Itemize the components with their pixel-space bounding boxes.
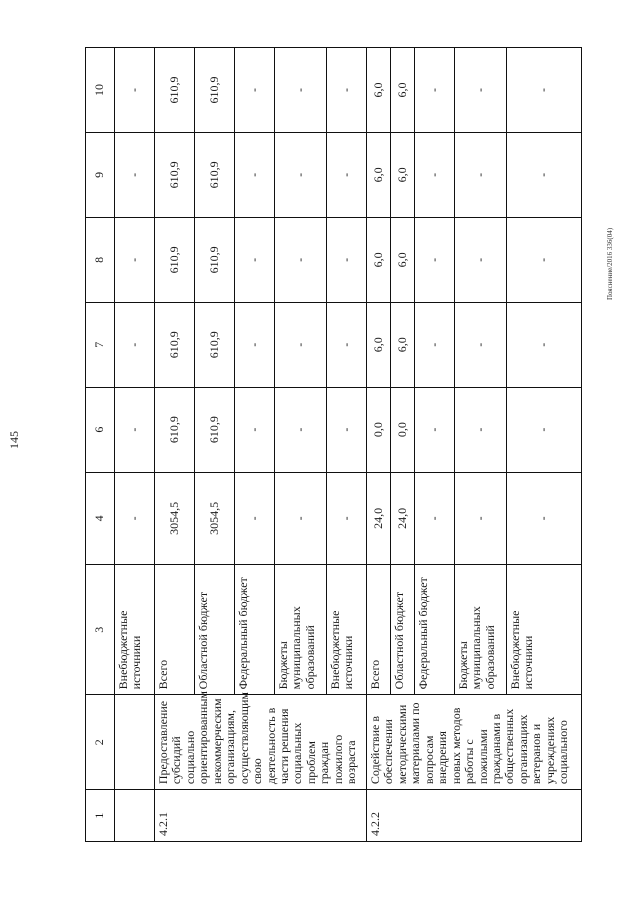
budget-table (85, 47, 582, 842)
page-number: 145 (7, 431, 21, 449)
value-cell: 610,9 (195, 387, 235, 472)
value-cell: 6,0 (391, 48, 415, 133)
header-cell: 10 (86, 48, 115, 133)
header-cell: 1 (86, 790, 115, 842)
table-cell (115, 790, 155, 842)
value-cell: - (507, 472, 582, 565)
value-cell: - (235, 48, 275, 133)
value-cell: - (327, 217, 367, 302)
value-cell: - (507, 132, 582, 217)
header-cell: 2 (86, 695, 115, 790)
table-row (115, 48, 155, 842)
header-cell: 9 (86, 132, 115, 217)
value-cell: 6,0 (367, 217, 391, 302)
header-cell: 7 (86, 302, 115, 387)
source-cell: Федеральный бюджет (415, 565, 455, 695)
source-cell: Областной бюджет (391, 565, 415, 695)
value-cell: - (507, 302, 582, 387)
value-cell: - (275, 217, 327, 302)
value-cell: - (275, 132, 327, 217)
value-cell: - (415, 217, 455, 302)
value-cell: - (455, 302, 507, 387)
value-cell: - (327, 472, 367, 565)
source-cell: Бюджеты муниципальных образований (455, 565, 507, 695)
source-cell: Федеральный бюджет (235, 565, 275, 695)
table-row (155, 48, 195, 842)
header-cell: 3 (86, 565, 115, 695)
table-row (367, 48, 391, 842)
value-cell: 610,9 (155, 217, 195, 302)
value-cell: - (507, 48, 582, 133)
value-cell: 610,9 (195, 302, 235, 387)
source-cell: Всего (367, 565, 391, 695)
item-description: Предоставление субсидий социально ориентированным некоммерческим организациям, осуществляющим свою деятельность в части решения социальных проблем граждан пожилого возраста (155, 695, 367, 790)
value-cell: - (235, 217, 275, 302)
value-cell: - (115, 132, 155, 217)
value-cell: 610,9 (155, 48, 195, 133)
value-cell: - (327, 387, 367, 472)
value-cell: - (507, 217, 582, 302)
value-cell: - (415, 387, 455, 472)
value-cell: - (415, 132, 455, 217)
table-cell (115, 695, 155, 790)
header-row (86, 48, 115, 842)
source-cell: Бюджеты муниципальных образований (275, 565, 327, 695)
item-number: 4.2.2 (367, 790, 582, 842)
value-cell: 610,9 (195, 48, 235, 133)
value-cell: - (275, 387, 327, 472)
value-cell: - (507, 387, 582, 472)
value-cell: 0,0 (391, 387, 415, 472)
value-cell: 610,9 (195, 217, 235, 302)
value-cell: - (327, 302, 367, 387)
source-cell: Всего (155, 565, 195, 695)
value-cell: - (235, 302, 275, 387)
value-cell: - (235, 387, 275, 472)
value-cell: 610,9 (195, 132, 235, 217)
value-cell: 610,9 (155, 132, 195, 217)
value-cell: - (235, 132, 275, 217)
value-cell: - (115, 48, 155, 133)
value-cell: 24,0 (391, 472, 415, 565)
value-cell: - (455, 132, 507, 217)
value-cell: - (455, 48, 507, 133)
value-cell: - (415, 48, 455, 133)
value-cell: 3054,5 (155, 472, 195, 565)
value-cell: - (115, 387, 155, 472)
source-cell: Областной бюджет (195, 565, 235, 695)
value-cell: - (275, 302, 327, 387)
value-cell: 6,0 (367, 132, 391, 217)
value-cell: - (115, 302, 155, 387)
source-cell: Внебюджетные источники (327, 565, 367, 695)
value-cell: - (275, 48, 327, 133)
source-cell: Внебюджетные источники (507, 565, 582, 695)
item-number: 4.2.1 (155, 790, 367, 842)
value-cell: 24,0 (367, 472, 391, 565)
value-cell: 3054,5 (195, 472, 235, 565)
value-cell: - (455, 472, 507, 565)
value-cell: 6,0 (391, 302, 415, 387)
value-cell: - (327, 132, 367, 217)
value-cell: - (455, 217, 507, 302)
value-cell: 6,0 (391, 217, 415, 302)
value-cell: - (415, 472, 455, 565)
rotated-table-container (85, 47, 582, 842)
source-cell: Внебюджетные источники (115, 565, 155, 695)
document-code: Пояснение/2016 336(04) (606, 227, 614, 300)
value-cell: - (115, 472, 155, 565)
value-cell: 6,0 (367, 302, 391, 387)
value-cell: 6,0 (367, 48, 391, 133)
value-cell: - (415, 302, 455, 387)
value-cell: 6,0 (391, 132, 415, 217)
header-cell: 4 (86, 472, 115, 565)
header-cell: 6 (86, 387, 115, 472)
item-description: Содействие в обеспечении методическими материалами по вопросам внедрения новых методов работы с пожилыми гражданами в общественных организациях ветеранов и учреждениях социального (367, 695, 582, 790)
value-cell: - (115, 217, 155, 302)
value-cell: - (235, 472, 275, 565)
value-cell: 610,9 (155, 302, 195, 387)
value-cell: 610,9 (155, 387, 195, 472)
value-cell: - (455, 387, 507, 472)
header-cell: 8 (86, 217, 115, 302)
value-cell: 0,0 (367, 387, 391, 472)
value-cell: - (275, 472, 327, 565)
value-cell: - (327, 48, 367, 133)
